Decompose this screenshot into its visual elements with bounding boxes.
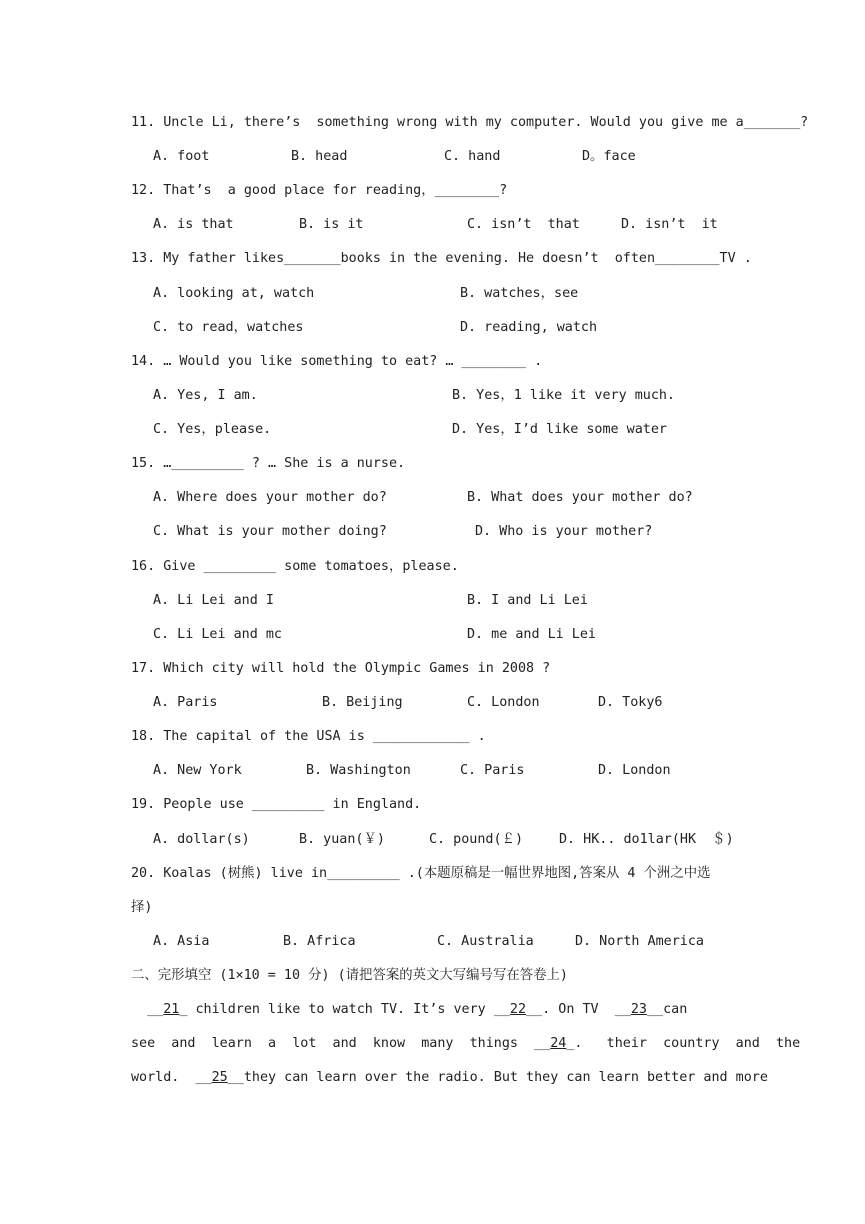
cloze-text: __ [131,1002,164,1017]
q16-option-a: A. Li Lei and I [153,593,274,608]
cloze-text: __they can learn over the radio. But they can learn better and more [227,1070,768,1085]
cloze-line-1 [131,1001,733,1019]
q15-option-d: D. Who is your mother? [475,524,653,539]
q11-option-c: C. hand [444,149,501,164]
q16-option-b: B. I and Li Lei [467,593,588,608]
question-20-stem-cont: 择) [131,900,153,915]
blank-23: 23 [630,1002,647,1017]
q20-option-b: B. Africa [283,934,356,949]
q14-option-c: C. Yes，please. [153,422,272,437]
q11-option-b: B. head [291,149,348,164]
question-11-stem: 11. Uncle Li, there’s something wrong with my computer. Would you give me a_______? [131,115,809,130]
cloze-line-2 [131,1035,801,1053]
q19-option-d: D. HK.. do1lar(HK ＄) [559,832,734,847]
q16-option-c: C. Li Lei and mc [153,627,282,642]
question-15-stem: 15. …_________ ? … She is a nurse. [131,456,406,471]
cloze-line-3 [131,1069,768,1087]
q14-option-d: D. Yes，I’d like some water [452,422,667,437]
q19-option-c: C. pound(￡) [429,832,524,847]
q13-option-a: A. looking at, watch [153,286,315,301]
question-19-stem: 19. People use _________ in England. [131,797,422,812]
q17-option-c: C. London [467,695,540,710]
q17-option-b: B. Beijing [322,695,403,710]
q12-option-d: D. isn’t it [621,217,718,232]
question-18-stem: 18. The capital of the USA is ____________ . [131,729,486,744]
q18-option-d: D. London [598,763,671,778]
q12-option-c: C. isn’t that [467,217,580,232]
question-13-stem: 13. My father likes_______books in the evening. He doesn’t often________TV . [131,251,752,266]
cloze-text: world. __ [131,1070,212,1085]
q15-option-b: B. What does your mother do? [467,490,693,505]
blank-21: 21 [163,1002,180,1017]
question-16-stem: 16. Give _________ some tomatoes，please. [131,559,459,574]
q14-option-a: A. Yes, I am. [153,388,258,403]
q12-option-b: B. is it [299,217,364,232]
blank-25: 25 [211,1070,228,1085]
cloze-text: __can [646,1002,688,1017]
q18-option-b: B. Washington [306,763,411,778]
q15-option-c: C. What is your mother doing? [153,524,387,539]
q13-option-d: D. reading, watch [460,320,598,335]
q19-option-b: B. yuan(￥) [299,832,385,847]
q11-option-d: D。face [582,149,636,164]
q14-option-b: B. Yes，1 like it very much. [452,388,675,403]
q13-option-c: C. to read，watches [153,320,304,335]
cloze-text: _. their country and the [566,1036,801,1051]
question-17-stem: 17. Which city will hold the Olympic Games in 2008 ? [131,661,551,676]
q11-option-a: A. foot [153,149,210,164]
q20-option-a: A. Asia [153,934,210,949]
q20-option-d: D. North America [575,934,704,949]
cloze-text: _ children like to watch TV. It’s very __ [179,1002,510,1017]
q20-option-c: C. Australia [437,934,534,949]
blank-24: 24 [550,1036,567,1051]
question-20-stem: 20. Koalas (树熊) live in_________ .(本题原稿是一幅世界地图,答案从 4 个洲之中选 [131,866,711,881]
q13-option-b: B. watches，see [460,286,579,301]
q18-option-c: C. Paris [460,763,525,778]
blank-22: 22 [509,1002,527,1017]
q17-option-d: D. Toky6 [598,695,663,710]
q18-option-a: A. New York [153,763,242,778]
q12-option-a: A. is that [153,217,234,232]
q19-option-a: A. dollar(s) [153,832,250,847]
section-heading: 二、完形填空 (1×10 = 10 分) (请把答案的英文大写编号写在答卷上) [131,968,568,983]
cloze-text: __. On TV __ [526,1002,631,1017]
q16-option-d: D. me and Li Lei [467,627,596,642]
q15-option-a: A. Where does your mother do? [153,490,387,505]
q17-option-a: A. Paris [153,695,218,710]
question-12-stem: 12. That’s a good place for reading，________? [131,183,508,198]
question-14-stem: 14. … Would you like something to eat? … ________ . [131,354,543,369]
cloze-text: see and learn a lot and know many things __ [131,1036,551,1051]
